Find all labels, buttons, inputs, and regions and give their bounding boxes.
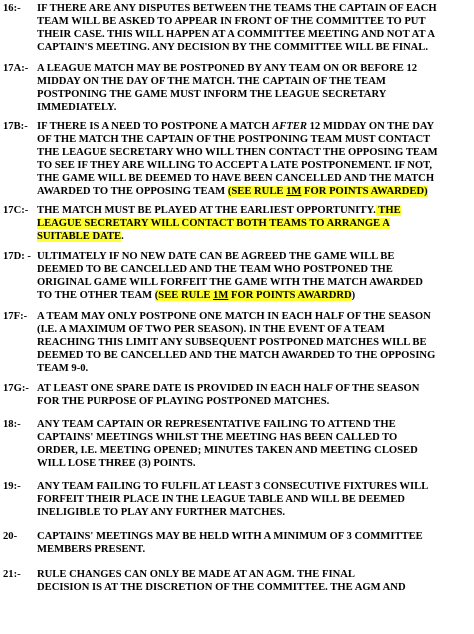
rule-line: THE LEAGUE SECRETARY WHO WILL THEN CONTACT THE OPPOSING TEAM (37, 147, 438, 158)
rule-line: OF THE MATCH THE CAPTAIN OF THE POSTPONING TEAM MUST CONTACT (37, 134, 431, 145)
highlighted-text: THE (375, 205, 401, 216)
rule-text (37, 120, 470, 198)
rule-number: 17B:- (3, 121, 28, 132)
rule-number: 17C:- (3, 205, 29, 216)
rule-number: 17G:- (3, 383, 29, 394)
rule-line: MEMBERS PRESENT. (37, 544, 146, 555)
rule-line: THE GAME WILL BE DEEMED TO HAVE BEEN CANCELLED AND THE MATCH (37, 173, 435, 184)
rule-line: TO SEE IF THEY ARE WILLING TO ACCEPT A LATE POSTPONEMENT. IF NOT, (37, 160, 433, 171)
rule-line: DEEMED TO BE CANCELLED AND THE MATCH AWARDED TO THE OPPOSING (37, 350, 436, 361)
rule-line: AWARDED TO THE OPPOSING TEAM (SEE RULE 1M FOR POINTS AWARDED) (37, 186, 428, 197)
highlighted-text: (SEE RULE 1M FOR POINTS AWARDRD (154, 290, 352, 301)
rule-line: ORDER, I.E. MEETING OPENED; MINUTES TAKEN AND MEETING CLOSED (37, 445, 418, 456)
rule-line: TO THE OTHER TEAM (SEE RULE 1M FOR POINTS AWARDRD) (37, 290, 356, 301)
rule-line: RULE CHANGES CAN ONLY BE MADE AT AN AGM. THE FINAL (37, 569, 355, 580)
rule-line: ORIGINAL GAME WILL FORFEIT THE GAME WITH THE MATCH AWARDED (37, 277, 423, 288)
rule-text (37, 418, 470, 470)
rule-text (37, 568, 470, 594)
highlighted-text: SUITABLE DATE (37, 231, 122, 242)
rule-line: (I.E. A MAXIMUM OF TWO PER SEASON). IN THE EVENT OF A TEAM (37, 324, 385, 335)
rule-line: CAPTAINS' MEETINGS MAY BE HELD WITH A MINIMUM OF 3 COMMITTEE (37, 531, 423, 542)
rule-text (37, 250, 470, 302)
rule-line: A LEAGUE MATCH MAY BE POSTPONED BY ANY TEAM ON OR BEFORE 12 (37, 63, 418, 74)
rule-line: ANY TEAM FAILING TO FULFIL AT LEAST 3 CONSECUTIVE FIXTURES WILL (37, 481, 429, 492)
rule-number: 17D: - (3, 251, 31, 262)
rule-line: MIDDAY ON THE DAY OF THE MATCH. THE CAPTAIN OF THE TEAM (37, 76, 386, 87)
rule-number: 18:- (3, 419, 21, 430)
rule-line: TEAM WILL BE ASKED TO APPEAR IN FRONT OF THE COMMITTEE TO PUT (37, 16, 426, 27)
rule-number: 20- (3, 531, 18, 542)
rule-line: IF THERE IS A NEED TO POSTPONE A MATCH AFTER 12 MIDDAY ON THE DAY (37, 121, 435, 132)
rule-line: WILL LOSE THREE (3) POINTS. (37, 458, 196, 469)
rule-number: 16:- (3, 3, 21, 14)
rule-line: AT LEAST ONE SPARE DATE IS PROVIDED IN EACH HALF OF THE SEASON (37, 383, 420, 394)
rule-line: THE MATCH MUST BE PLAYED AT THE EARLIEST OPPORTUNITY. THE (37, 205, 401, 216)
rule-line: ULTIMATELY IF NO NEW DATE CAN BE AGREED THE GAME WILL BE (37, 251, 395, 262)
rule-line: IF THERE ARE ANY DISPUTES BETWEEN THE TEAMS THE CAPTAIN OF EACH (37, 3, 437, 14)
italic-after: AFTER (272, 121, 307, 132)
rule-number: 19:- (3, 481, 21, 492)
rule-line: ANY TEAM CAPTAIN OR REPRESENTATIVE FAILING TO ATTEND THE (37, 419, 396, 430)
rule-line: FOR THE PURPOSE OF PLAYING POSTPONED MATCHES. (37, 396, 330, 407)
rule-line: TEAM 9-0. (37, 363, 89, 374)
rule-number: 21:- (3, 569, 21, 580)
rule-text (37, 480, 470, 519)
rule-line: IMMEDIATELY. (37, 102, 117, 113)
highlighted-text: (SEE RULE 1M FOR POINTS AWARDED) (227, 186, 428, 197)
rule-text (37, 310, 470, 375)
rule-line: SUITABLE DATE. (37, 231, 124, 242)
rule-text (37, 204, 470, 243)
rule-line: REACHING THIS LIMIT ANY SUBSEQUENT POSTPONED MATCHES WILL BE (37, 337, 427, 348)
rule-line: CAPTAIN'S MEETING. ANY DECISION BY THE COMMITTEE WILL BE FINAL. (37, 42, 428, 53)
highlighted-text: LEAGUE SECRETARY WILL CONTACT BOTH TEAMS TO ARRANGE A (37, 218, 390, 229)
rule-line: A TEAM MAY ONLY POSTPONE ONE MATCH IN EACH HALF OF THE SEASON (37, 311, 431, 322)
rule-text (37, 382, 470, 408)
rule-line: CAPTAINS' MEETINGS WHILST THE MEETING HAS BEEN CALLED TO (37, 432, 398, 443)
rule-text (37, 62, 470, 114)
rule-line: DEEMED TO BE CANCELLED AND THE TEAM WHO POSTPONED THE (37, 264, 393, 275)
rule-line: THEIR CASE. THIS WILL HAPPEN AT A COMMITTEE MEETING AND NOT AT A (37, 29, 436, 40)
rule-line: INELIGIBLE TO PLAY ANY FURTHER MATCHES. (37, 507, 286, 518)
rule-line: POSTPONING THE GAME MUST INFORM THE LEAGUE SECRETARY (37, 89, 387, 100)
rule-text (37, 530, 470, 556)
rule-number: 17F:- (3, 311, 28, 322)
rule-line: DECISION IS AT THE DISCRETION OF THE COMMITTEE. THE AGM AND (37, 582, 406, 593)
rule-number: 17A:- (3, 63, 29, 74)
rule-line (37, 217, 470, 230)
rule-text (37, 2, 470, 54)
rule-line: FORFEIT THEIR PLACE IN THE LEAGUE TABLE AND WILL BE DEEMED (37, 494, 405, 505)
